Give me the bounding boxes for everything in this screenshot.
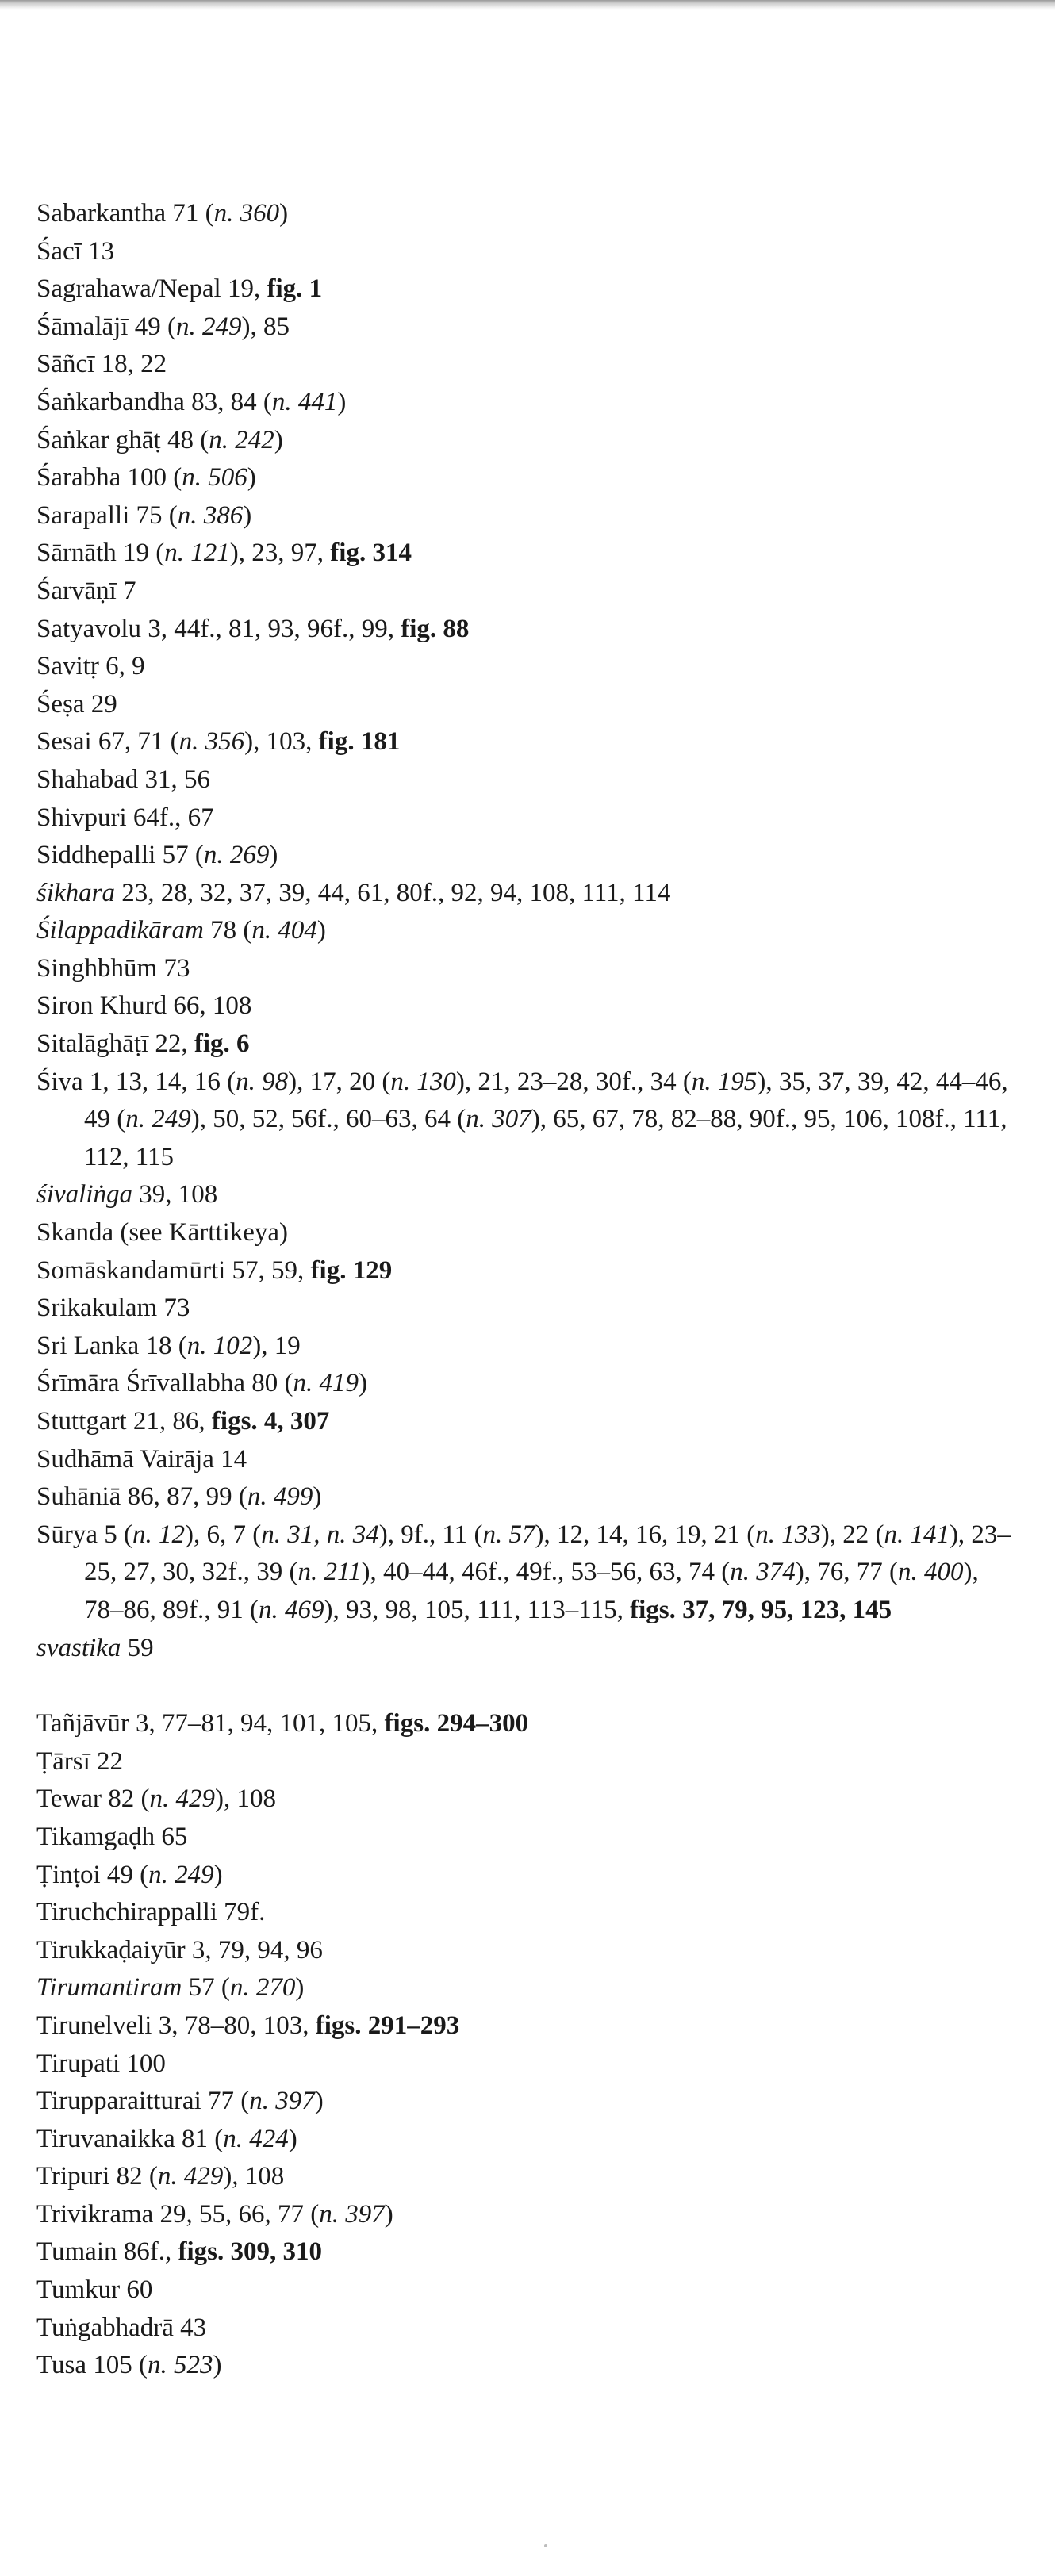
index-entry [36, 611, 1012, 649]
entry-text: ), 6, 7 ( [184, 1520, 262, 1549]
entry-text: Ṭinṭoi 49 ( [36, 1860, 149, 1889]
entry-text: Sarapalli 75 ( [36, 500, 178, 530]
index-entry [36, 1403, 1012, 1441]
entry-text: ), 12, 14, 16, 19, 21 ( [535, 1520, 756, 1549]
entry-text: Ṭārsī 22 [36, 1746, 124, 1776]
entry-text: Sri Lanka 18 ( [36, 1331, 187, 1360]
entry-text: Śaṅkar ghāṭ 48 ( [36, 425, 209, 454]
entry-text: ), 85 [241, 312, 290, 341]
entry-text: Tirupati 100 [36, 2049, 166, 2078]
index-entry [36, 837, 1012, 875]
italic-term: n. 404 [251, 916, 317, 945]
figure-reference: fig. 129 [310, 1255, 393, 1285]
italic-term: śivaliṅga [36, 1180, 132, 1209]
entry-text: ), 40–44, 46f., 49f., 53–56, 63, 74 ( [361, 1558, 731, 1587]
index-entry [36, 1176, 1012, 1214]
entry-text: ), 17, 20 ( [288, 1067, 391, 1096]
italic-term: n. 506 [182, 463, 247, 493]
italic-term: Śilappadikāram [36, 916, 204, 945]
entry-text: Srikakulam 73 [36, 1294, 190, 1323]
index-entry [36, 1819, 1012, 1857]
index-entry [36, 1252, 1012, 1290]
index-entry [36, 1743, 1012, 1781]
index-entry [36, 233, 1012, 271]
figure-reference: fig. 1 [267, 274, 323, 304]
index-entry [36, 2271, 1012, 2310]
entry-text: ) [247, 463, 256, 493]
italic-term: Tirumantiram [36, 1973, 182, 2003]
index-entry [36, 1705, 1012, 1743]
italic-term: n. 269 [203, 841, 270, 870]
italic-term: n. 130 [390, 1067, 456, 1096]
index-entry [36, 1781, 1012, 1819]
entry-text: Shivpuri 64f., 67 [36, 803, 214, 832]
index-entry [36, 2083, 1012, 2121]
entry-text: Śāmalājī 49 ( [36, 312, 176, 341]
index-entry [36, 1064, 1012, 1177]
italic-term: n. 195 [691, 1067, 758, 1096]
entry-text: Sārnāth 19 ( [36, 539, 165, 568]
entry-text: Śrīmāra Śrīvallabha 80 ( [36, 1369, 293, 1398]
index-section [36, 1705, 1012, 2385]
entry-text: Tewar 82 ( [36, 1784, 150, 1814]
figure-reference: fig. 88 [401, 614, 470, 643]
entry-text: Sāñcī 18, 22 [36, 350, 167, 379]
italic-term: n. 469 [258, 1595, 324, 1624]
entry-text: ), 35, 37, 39, 42, 44–46, 49 ( [84, 1067, 1008, 1134]
index-entry [36, 912, 1012, 950]
entry-text: ), 108 [223, 2162, 285, 2191]
entry-text: Shahabad 31, 56 [36, 765, 211, 794]
italic-term: n. 499 [247, 1482, 313, 1512]
entry-text: ) [213, 1860, 223, 1889]
italic-term: n. 121 [164, 539, 230, 568]
index-entry [36, 1328, 1012, 1366]
index-entry [36, 1365, 1012, 1403]
index-entry [36, 1969, 1012, 2007]
entry-text: ) [359, 1369, 367, 1398]
entry-text: ), 76, 77 ( [795, 1558, 898, 1587]
entry-text: ) [384, 2199, 393, 2229]
entry-text: ), 19 [252, 1331, 301, 1360]
index-entry [36, 2310, 1012, 2348]
italic-term: n. 424 [223, 2124, 289, 2153]
entry-text: ), 93, 98, 105, 111, 113–115, [324, 1595, 631, 1624]
index-entry [36, 459, 1012, 497]
index-entry [36, 950, 1012, 988]
entry-text: Sagrahawa/Nepal 19, [36, 274, 267, 304]
index-entry [36, 723, 1012, 761]
section-gap [36, 1667, 1012, 1705]
entry-text: ), 23–25, 27, 30, 32f., 39 ( [84, 1520, 1011, 1587]
italic-term: n. 441 [271, 387, 338, 416]
entry-text: ), 21, 23–28, 30f., 34 ( [455, 1067, 692, 1096]
italic-term: n. 397 [319, 2199, 385, 2229]
index-entry [36, 2196, 1012, 2234]
scan-edge-border [0, 0, 1055, 10]
entry-text: Śaṅkarbandha 83, 84 ( [36, 387, 272, 416]
italic-term: n. 242 [209, 425, 274, 454]
index-entry [36, 1516, 1012, 1630]
entry-text: Śarvāṇī 7 [36, 576, 136, 605]
index-entry [36, 346, 1012, 384]
figure-reference: fig. 6 [194, 1029, 250, 1059]
entry-text: Tuṅgabhadrā 43 [36, 2313, 207, 2342]
entry-text: Tumkur 60 [36, 2275, 153, 2305]
entry-text: ) [316, 916, 326, 945]
italic-term: n. 397 [249, 2087, 315, 2116]
entry-text: ), 103, [244, 727, 319, 757]
entry-text: Stuttgart 21, 86, [36, 1407, 212, 1436]
entry-text: Tirupparaitturai 77 ( [36, 2087, 250, 2116]
entry-text: Śarabha 100 ( [36, 463, 182, 493]
entry-text: Śiva 1, 13, 14, 16 ( [36, 1067, 236, 1096]
entry-text: 78 ( [203, 916, 252, 945]
entry-text: Tirukkaḍaiyūr 3, 79, 94, 96 [36, 1935, 323, 1965]
index-section [36, 195, 1012, 1667]
index-entry [36, 1214, 1012, 1252]
index-entry [36, 384, 1012, 422]
index-entry [36, 573, 1012, 611]
index-entry [36, 2233, 1012, 2271]
entry-text: ) [213, 2351, 222, 2380]
italic-term: n. 133 [755, 1520, 821, 1549]
entry-text: Tusa 105 ( [36, 2351, 148, 2380]
entry-text: Suhāniā 86, 87, 99 ( [36, 1482, 247, 1512]
entry-text: Tumain 86f., [36, 2237, 178, 2267]
italic-term: n. 429 [149, 1784, 215, 1814]
entry-text: Tiruchchirappalli 79f. [36, 1898, 266, 1927]
index-entry [36, 648, 1012, 686]
entry-text: Siron Khurd 66, 108 [36, 991, 252, 1021]
italic-term: svastika [36, 1633, 121, 1662]
entry-text: ) [337, 387, 347, 416]
index-entry [36, 195, 1012, 233]
index-entry [36, 497, 1012, 535]
italic-term: n. 356 [178, 727, 245, 757]
index-entry [36, 1630, 1012, 1668]
index-entry [36, 1478, 1012, 1516]
entry-text: ) [295, 1973, 305, 2003]
entry-text: Skanda (see Kārttikeya) [36, 1218, 289, 1248]
entry-text: ), 108 [214, 1784, 276, 1814]
entry-text: Sesai 67, 71 ( [36, 727, 179, 757]
index-page [36, 195, 1012, 2385]
index-entry [36, 2347, 1012, 2385]
italic-term: śikhara [36, 878, 115, 907]
italic-term: n. 249 [148, 1860, 214, 1889]
index-entry [36, 987, 1012, 1025]
entry-text: Singhbhūm 73 [36, 953, 190, 983]
italic-term: n. 523 [147, 2351, 213, 2380]
entry-text: ) [243, 500, 252, 530]
figure-reference: fig. 181 [318, 727, 401, 757]
entry-text: Savitṛ 6, 9 [36, 652, 145, 681]
italic-term: n. 211 [297, 1558, 362, 1587]
entry-text: Satyavolu 3, 44f., 81, 93, 96f., 99, [36, 614, 401, 643]
entry-text: Sabarkantha 71 ( [36, 199, 214, 228]
entry-text: Trivikrama 29, 55, 66, 77 ( [36, 2199, 320, 2229]
index-entry [36, 2045, 1012, 2083]
entry-text: Siddhepalli 57 ( [36, 841, 204, 870]
italic-term: n. 98 [236, 1067, 289, 1096]
italic-term: n. 270 [229, 1973, 296, 2003]
entry-text: ) [274, 425, 283, 454]
entry-text: ), 23, 97, [229, 539, 331, 568]
index-entry [36, 761, 1012, 799]
entry-text: Tirunelveli 3, 78–80, 103, [36, 2011, 316, 2040]
entry-text: Tripuri 82 ( [36, 2162, 158, 2191]
figure-reference: figs. 291–293 [315, 2011, 460, 2040]
index-entry [36, 535, 1012, 573]
figure-reference: figs. 37, 79, 95, 123, 145 [630, 1595, 892, 1624]
entry-text: ), 78–86, 89f., 91 ( [84, 1558, 979, 1624]
italic-term: n. 374 [730, 1558, 796, 1587]
index-entry [36, 1857, 1012, 1895]
entry-text: ), 22 ( [820, 1520, 884, 1549]
figure-reference: figs. 309, 310 [178, 2237, 322, 2267]
italic-term: n. 249 [175, 312, 242, 341]
entry-text: 39, 108 [132, 1180, 218, 1209]
index-entry [36, 1290, 1012, 1328]
index-entry [36, 270, 1012, 309]
entry-text: Sudhāmā Vairāja 14 [36, 1444, 247, 1474]
index-entry [36, 799, 1012, 838]
figure-reference: figs. 4, 307 [211, 1407, 330, 1436]
index-entry [36, 2158, 1012, 2196]
index-entry [36, 1441, 1012, 1479]
italic-term: n. 429 [157, 2162, 224, 2191]
entry-text: ) [279, 199, 289, 228]
italic-term: n. 141 [884, 1520, 950, 1549]
italic-term: n. 307 [466, 1105, 531, 1134]
italic-term: n. 12 [132, 1520, 185, 1549]
italic-term: n. 360 [213, 199, 280, 228]
entry-text: ) [313, 1482, 322, 1512]
entry-text: ) [269, 841, 278, 870]
index-entry [36, 422, 1012, 460]
entry-text: ) [314, 2087, 324, 2116]
entry-text: ), 65, 67, 78, 82–88, 90f., 95, 106, 108f., 111, 112, 115 [84, 1105, 1007, 1171]
italic-term: n. 419 [293, 1369, 359, 1398]
figure-reference: fig. 314 [330, 539, 412, 568]
entry-text: Śacī 13 [36, 236, 115, 266]
entry-text: ) [288, 2124, 297, 2153]
italic-term: n. 400 [898, 1558, 964, 1587]
index-entry [36, 2121, 1012, 2159]
entry-text: 59 [121, 1633, 154, 1662]
italic-term: n. 102 [186, 1331, 253, 1360]
entry-text: Somāskandamūrti 57, 59, [36, 1255, 311, 1285]
entry-text: ), 9f., 11 ( [378, 1520, 483, 1549]
index-entry [36, 1932, 1012, 1970]
entry-text: 23, 28, 32, 37, 39, 44, 61, 80f., 92, 94, 108, 111, 114 [115, 878, 671, 907]
italic-term: n. 31, n. 34 [261, 1520, 379, 1549]
entry-text: 57 ( [182, 1973, 230, 2003]
entry-text: Tañjāvūr 3, 77–81, 94, 101, 105, [36, 1709, 385, 1738]
entry-text: Śeṣa 29 [36, 689, 117, 719]
index-entry [36, 1025, 1012, 1064]
scan-dot [544, 2544, 547, 2547]
italic-term: n. 249 [125, 1105, 191, 1134]
entry-text: Sitalāghāṭī 22, [36, 1029, 194, 1059]
index-entry [36, 686, 1012, 724]
entry-text: Sūrya 5 ( [36, 1520, 132, 1549]
figure-reference: figs. 294–300 [384, 1709, 529, 1738]
index-entry [36, 2007, 1012, 2045]
index-entry [36, 875, 1012, 913]
index-entry [36, 1894, 1012, 1932]
entry-text: ), 50, 52, 56f., 60–63, 64 ( [190, 1105, 466, 1134]
index-entry [36, 309, 1012, 347]
italic-term: n. 57 [482, 1520, 535, 1549]
italic-term: n. 386 [177, 500, 244, 530]
entry-text: Tikamgaḍh 65 [36, 1822, 188, 1851]
entry-text: Tiruvanaikka 81 ( [36, 2124, 224, 2153]
